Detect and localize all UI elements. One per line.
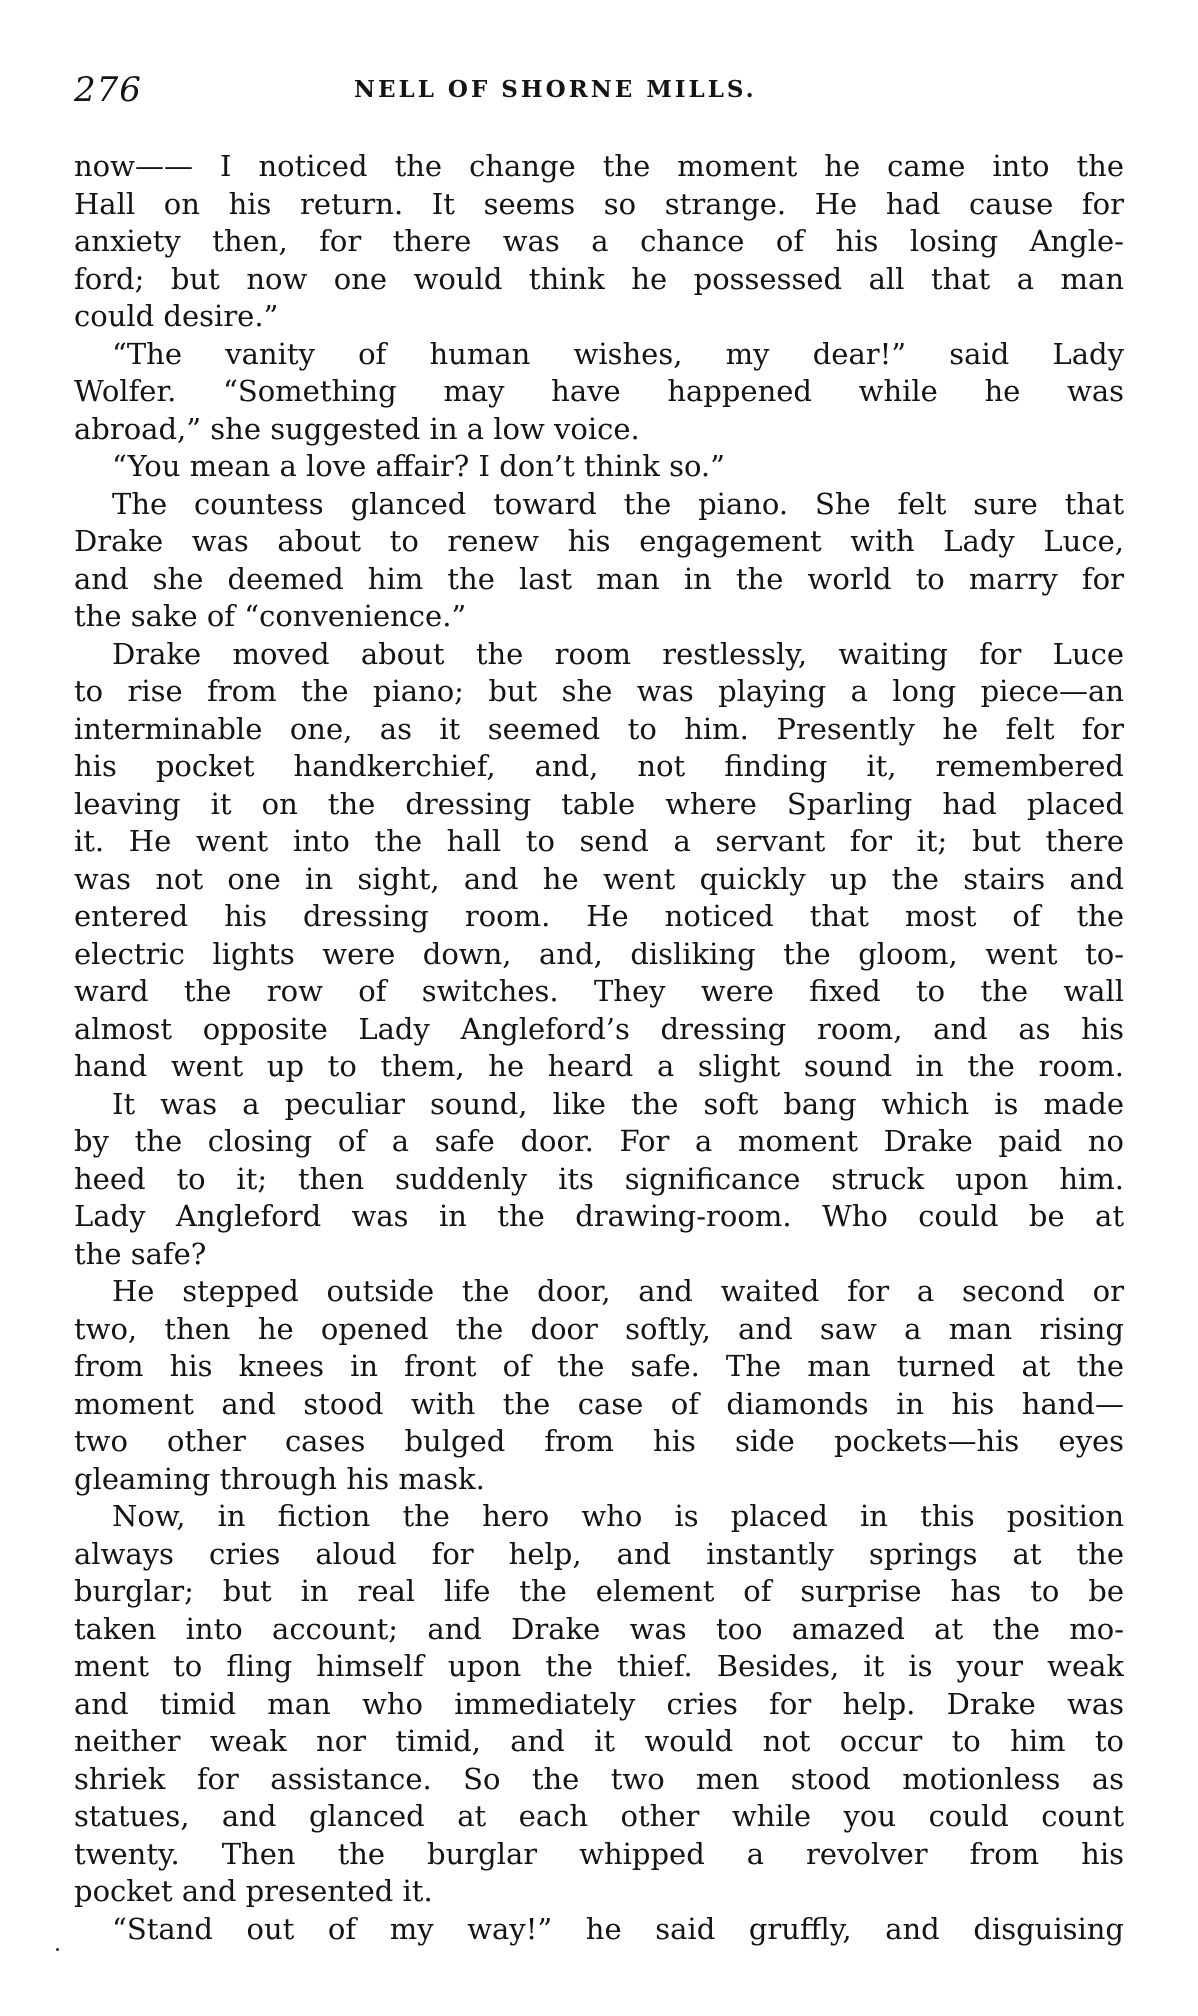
text-line: twenty. Then the burglar whipped a revolver from his bbox=[74, 1836, 1124, 1871]
body-text bbox=[74, 148, 1124, 1948]
text-line: ment to fling himself upon the thief. Besides, it is your weak bbox=[74, 1649, 1124, 1683]
ink-speck bbox=[56, 1948, 59, 1951]
text-line: Hall on his return. It seems so strange. He had cause for bbox=[74, 186, 1124, 221]
text-line: from his knees in front of the safe. The man turned at the bbox=[74, 1349, 1124, 1383]
text-line: burglar; but in real life the element of surprise has to be bbox=[74, 1574, 1124, 1608]
text-line: neither weak nor timid, and it would not occur to him to bbox=[74, 1724, 1124, 1758]
text-line: “You mean a love affair? I don’t think so.” bbox=[112, 449, 725, 483]
text-line: ward the row of switches. They were fixed to the wall bbox=[74, 974, 1124, 1008]
text-line: two other cases bulged from his side pockets—his eyes bbox=[74, 1424, 1124, 1458]
text-line: interminable one, as it seemed to him. Presently he felt for bbox=[74, 711, 1124, 746]
text-line: “Stand out of my way!” he said gruffly, and disguising bbox=[112, 1911, 1124, 1946]
text-line: gleaming through his mask. bbox=[74, 1461, 485, 1496]
text-line: Drake moved about the room restlessly, waiting for Luce bbox=[112, 636, 1124, 671]
text-line: Now, in fiction the hero who is placed in this position bbox=[112, 1499, 1124, 1533]
text-line: was not one in sight, and he went quickly up the stairs and bbox=[74, 861, 1124, 896]
text-line: the safe? bbox=[74, 1236, 207, 1271]
text-line: ford; but now one would think he possessed all that a man bbox=[74, 261, 1124, 296]
text-line: two, then he opened the door softly, and saw a man rising bbox=[74, 1311, 1124, 1346]
text-line: by the closing of a safe door. For a moment Drake paid no bbox=[74, 1124, 1124, 1158]
text-line: now—— I noticed the change the moment he came into the bbox=[74, 149, 1124, 183]
text-line: anxiety then, for there was a chance of his losing Angle- bbox=[74, 224, 1124, 258]
running-head bbox=[74, 70, 1124, 110]
text-line: “The vanity of human wishes, my dear!” said Lady bbox=[112, 336, 1124, 371]
text-line: pocket and presented it. bbox=[74, 1874, 433, 1908]
text-line: abroad,” she suggested in a low voice. bbox=[74, 411, 640, 446]
text-line: it. He went into the hall to send a servant for it; but there bbox=[74, 824, 1124, 858]
text-line: could desire.” bbox=[74, 299, 279, 333]
text-line: statues, and glanced at each other while you could count bbox=[74, 1799, 1124, 1833]
text-line: to rise from the piano; but she was playing a long piece—an bbox=[74, 674, 1124, 708]
text-line: always cries aloud for help, and instantly springs at the bbox=[74, 1536, 1124, 1571]
running-title: NELL OF SHORNE MILLS. bbox=[354, 76, 757, 103]
text-line: and timid man who immediately cries for help. Drake was bbox=[74, 1686, 1124, 1721]
text-line: Drake was about to renew his engagement with Lady Luce, bbox=[74, 524, 1124, 558]
text-line: his pocket handkerchief, and, not finding it, remembered bbox=[74, 749, 1124, 783]
text-line: leaving it on the dressing table where Sparling had placed bbox=[74, 786, 1124, 821]
text-line: electric lights were down, and, disliking the gloom, went to- bbox=[74, 936, 1124, 971]
text-line: almost opposite Lady Angleford’s dressing room, and as his bbox=[74, 1011, 1124, 1046]
text-line: the sake of “convenience.” bbox=[74, 599, 467, 633]
text-line: The countess glanced toward the piano. She felt sure that bbox=[112, 486, 1124, 521]
text-line: It was a peculiar sound, like the soft bang which is made bbox=[112, 1086, 1124, 1121]
text-line: shriek for assistance. So the two men stood motionless as bbox=[74, 1761, 1124, 1796]
text-line: taken into account; and Drake was too amazed at the mo- bbox=[74, 1611, 1124, 1646]
text-line: Wolfer. “Something may have happened while he was bbox=[74, 374, 1124, 408]
text-line: entered his dressing room. He noticed that most of the bbox=[74, 899, 1124, 933]
text-line: hand went up to them, he heard a slight sound in the room. bbox=[74, 1049, 1124, 1083]
page-number: 276 bbox=[74, 70, 142, 110]
text-line: heed to it; then suddenly its significance struck upon him. bbox=[74, 1161, 1124, 1196]
text-line: He stepped outside the door, and waited for a second or bbox=[112, 1274, 1124, 1308]
text-line: moment and stood with the case of diamonds in his hand— bbox=[74, 1386, 1124, 1421]
text-line: and she deemed him the last man in the world to marry for bbox=[74, 561, 1124, 596]
text-line: Lady Angleford was in the drawing-room. Who could be at bbox=[74, 1199, 1124, 1233]
